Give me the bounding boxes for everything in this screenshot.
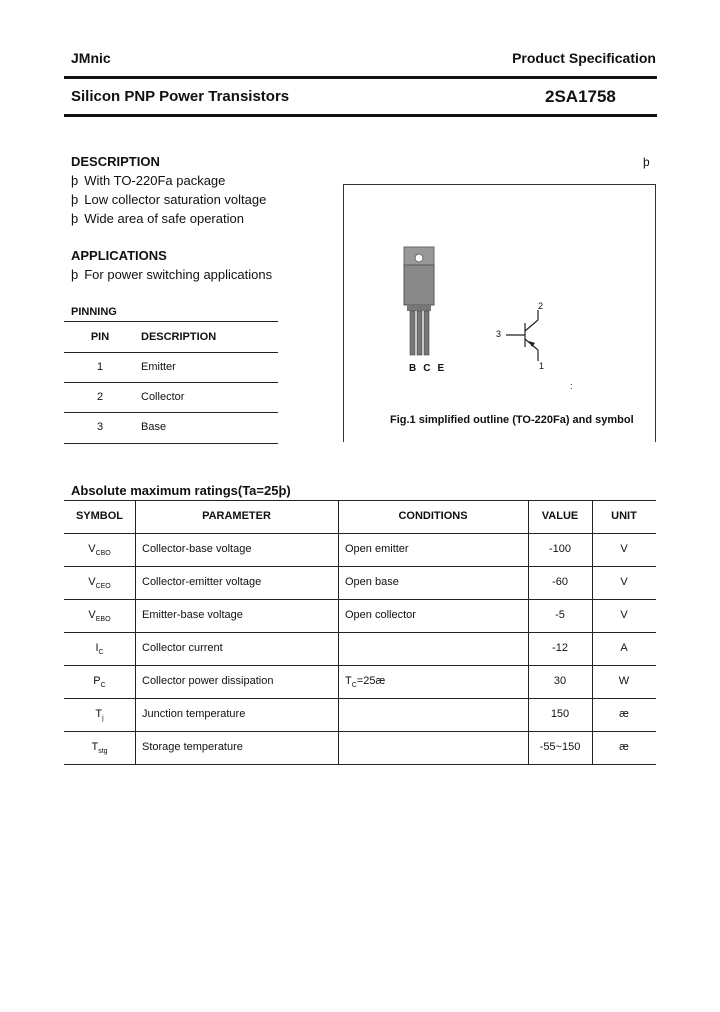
header-rule-top [64, 76, 657, 79]
lead-label-e: E [437, 363, 452, 374]
lead-label-c: C [423, 363, 438, 374]
symbol-pin-collector: 2 [538, 301, 544, 311]
ratings-header-value: VALUE [541, 510, 579, 522]
package-and-symbol-drawing [344, 185, 655, 442]
product-line-title: Silicon PNP Power Transistors [71, 88, 290, 105]
pinning-header-description: DESCRIPTION [141, 331, 217, 343]
figure-box [343, 184, 656, 442]
rating-symbol: $T_j$ [95, 708, 104, 723]
spec-label: Product Specification [512, 50, 656, 66]
table-rule [64, 764, 656, 765]
pin-description: Collector [141, 391, 185, 403]
rating-symbol: $T_{stg}$ [91, 741, 108, 756]
rating-value: -5 [555, 609, 565, 621]
table-rule [64, 698, 656, 699]
bullet-glyph: þ [71, 192, 79, 207]
symbol-pin-emitter: 1 [539, 361, 545, 371]
rating-symbol: $P_C$ [93, 675, 106, 690]
table-rule [64, 665, 656, 666]
table-rule [64, 731, 656, 732]
rating-parameter: Junction temperature [142, 708, 246, 720]
rating-unit: W [618, 675, 630, 687]
pinning-rule [64, 443, 278, 444]
pinning-rule [64, 382, 278, 383]
rating-value: -12 [552, 642, 568, 654]
header-rule-bottom [64, 114, 657, 117]
pin-description: Base [141, 421, 167, 433]
rating-symbol: $V_{CBO}$ [88, 543, 111, 558]
table-rule [64, 632, 656, 633]
rating-symbol: $V_{EBO}$ [88, 609, 111, 624]
pnp-transistor-symbol-icon [506, 310, 538, 361]
rating-value: -100 [548, 543, 572, 555]
lead-label-b: B [409, 363, 424, 374]
rating-unit: A [620, 642, 628, 654]
rating-unit: V [620, 576, 628, 588]
rating-parameter: Emitter-base voltage [142, 609, 243, 621]
description-title: DESCRIPTION [71, 154, 160, 169]
rating-parameter: Storage temperature [142, 741, 243, 753]
rating-parameter: Collector-base voltage [142, 543, 252, 555]
figure-marker: þ [643, 155, 650, 169]
ratings-header-conditions: CONDITIONS [398, 510, 468, 522]
bullet-glyph: þ [71, 173, 79, 188]
pin-number: 1 [96, 361, 104, 373]
rating-condition: $T_C=25æ$ [345, 675, 386, 690]
rating-condition: Open collector [345, 609, 416, 621]
description-item: þ Low collector saturation voltage [71, 192, 267, 207]
symbol-pin-base: 3 [496, 329, 502, 339]
ratings-title: Absolute maximum ratings(Ta=25þ) [71, 483, 291, 498]
rating-parameter: Collector current [142, 642, 223, 654]
lead-labels [409, 363, 451, 374]
pin-number: 2 [96, 391, 104, 403]
figure-dot: : [570, 381, 573, 391]
rating-condition: Open base [345, 576, 399, 588]
pinning-rule [64, 321, 278, 322]
pin-description: Emitter [141, 361, 176, 373]
description-item: þ Wide area of safe operation [71, 211, 244, 226]
table-rule [64, 500, 656, 501]
table-rule [64, 599, 656, 600]
description-item: þ With TO-220Fa package [71, 173, 226, 188]
to220-package-icon [404, 247, 434, 355]
bullet-glyph: þ [71, 267, 79, 282]
rating-condition: Open emitter [345, 543, 409, 555]
pinning-header-pin: PIN [90, 331, 110, 343]
rating-parameter: Collector-emitter voltage [142, 576, 262, 588]
rating-unit: V [620, 543, 628, 555]
ratings-header-parameter: PARAMETER [202, 510, 271, 522]
pin-number: 3 [96, 421, 104, 433]
table-rule [64, 566, 656, 567]
rating-unit: æ [619, 741, 629, 753]
rating-value: -60 [552, 576, 568, 588]
figure-caption: Fig.1 simplified outline (TO-220Fa) and symbol [390, 414, 634, 426]
application-item: þ For power switching applications [71, 267, 273, 282]
rating-parameter: Collector power dissipation [142, 675, 274, 687]
rating-unit: æ [619, 708, 629, 720]
rating-symbol: $I_C$ [95, 642, 104, 657]
table-rule [64, 533, 656, 534]
ratings-header-unit: UNIT [611, 510, 637, 522]
rating-value: 30 [553, 675, 567, 687]
part-number: 2SA1758 [545, 87, 616, 106]
brand-name: JMnic [71, 50, 111, 66]
rating-symbol: $V_{CEO}$ [88, 576, 111, 591]
applications-title: APPLICATIONS [71, 248, 167, 263]
rating-value: -55~150 [539, 741, 581, 753]
pinning-rule [64, 412, 278, 413]
pinning-title: PINNING [71, 306, 117, 318]
rating-value: 150 [550, 708, 570, 720]
ratings-header-symbol: SYMBOL [75, 510, 124, 522]
bullet-glyph: þ [71, 211, 79, 226]
rating-unit: V [620, 609, 628, 621]
pinning-rule [64, 352, 278, 353]
